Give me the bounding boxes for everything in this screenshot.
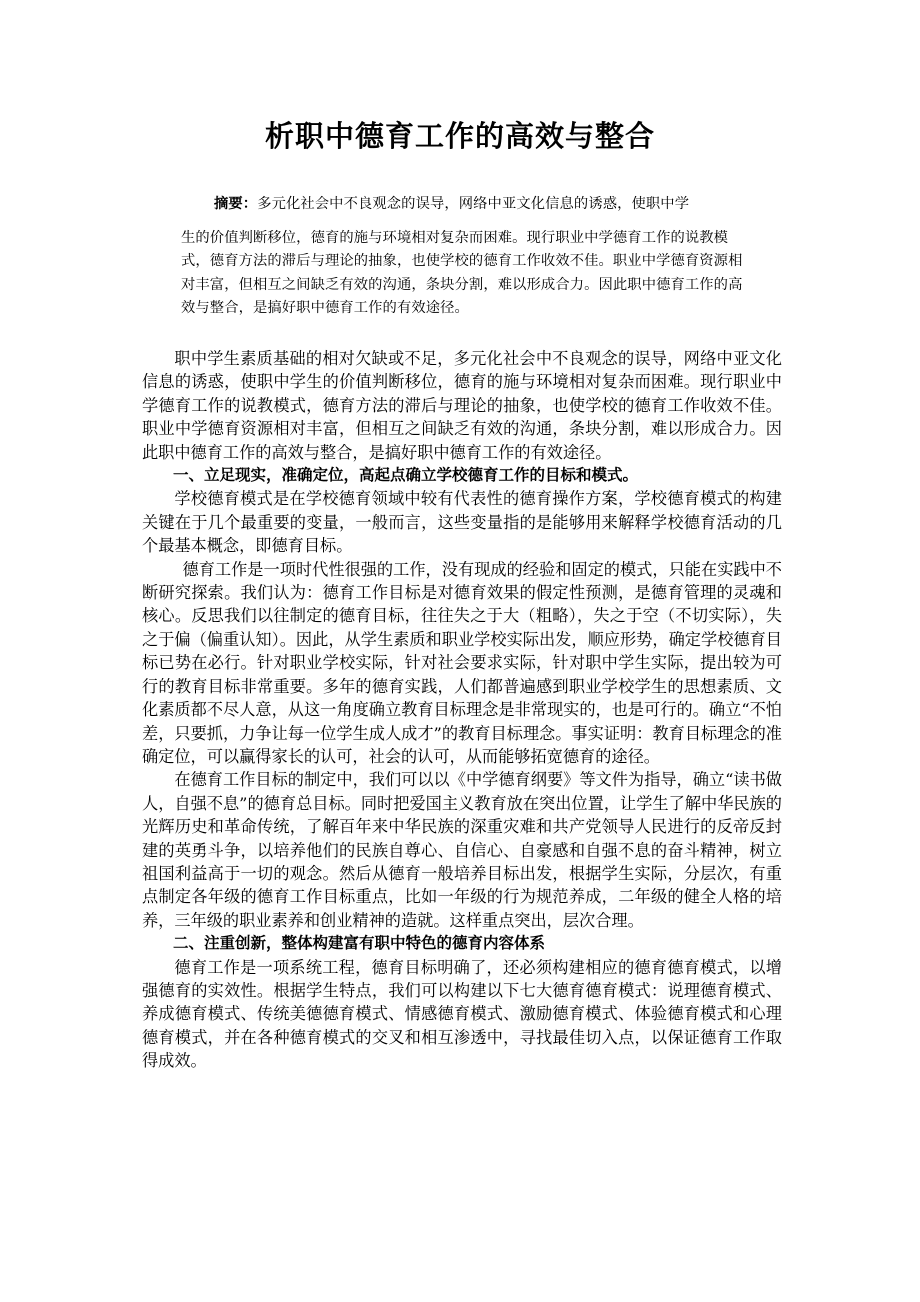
page-title: 析职中德育工作的高效与整合 [264, 119, 655, 153]
paragraph-4: 德育工作是一项系统工程，德育目标明确了，还必须构建相应的德育德育模式，以增强德育的实效性。根据学生特点，我们可以构建以下七大德育德育模式：说理德育模式、养成德育模式、传统美德德育模式、情感德育模式、激励德育模式、体验德育模式和心理德育模式，并在各种德育模式的交叉和相互渗透中，寻找最佳切入点，以保证德育工作取得成效。 [142, 957, 782, 1071]
section-heading-1: 一、立足现实，准确定位，高起点确立学校德育工作的目标和模式。 [173, 466, 639, 485]
abstract-first-text: 多元化社会中不良观念的误导，网络中亚文化信息的诱惑，使职中学 [257, 196, 690, 212]
abstract-first-line [181, 193, 756, 217]
abstract-body: 生的价值判断移位，德育的施与环境相对复杂而困难。现行职业中学德育工作的说教模式，德育方法的滞后与理论的抽象，也使学校的德育工作收效不佳。职业中学德育资源相对丰富，但相互之间缺乏有效的沟通，条块分割，难以形成合力。因此职中德育工作的高效与整合，是搞好职中德育工作的有效途径。 [181, 229, 743, 316]
intro-paragraph: 职中学生素质基础的相对欠缺或不足，多元化社会中不良观念的误导，网络中亚文化信息的诱惑，使职中学生的价值判断移位，德育的施与环境相对复杂而困难。现行职业中学德育工作的说教模式，德育方法的滞后与理论的抽象，也使学校的德育工作收效不佳。职业中学德育资源相对丰富，但相互之间缺乏有效的沟通，条块分割，难以形成合力。因此职中德育工作的高效与整合，是搞好职中德育工作的有效途径。 [142, 349, 782, 462]
paragraph-1: 学校德育模式是在学校德育领域中较有代表性的德育操作方案，学校德育模式的构建关键在于几个最重要的变量，一般而言，这些变量指的是能够用来解释学校德育活动的几个最基本概念，即德育目标。 [142, 489, 782, 556]
section-heading-2: 二、注重创新，整体构建富有职中特色的德育内容体系 [173, 934, 546, 953]
abstract [181, 193, 756, 321]
abstract-label: 摘要： [214, 196, 258, 212]
paragraph-2: 德育工作是一项时代性很强的工作，没有现成的经验和固定的模式，只能在实践中不断研究探索。我们认为：德育工作目标是对德育效果的假定性预测，是德育管理的灵魂和核心。反思我们以往制定的德育目标，往往失之于大（粗略），失之于空（不切实际），失之于偏（偏重认知）。因此，从学生素质和职业学校实际出发，顺应形势，确定学校德育目标已势在必行。针对职业学校实际，针对社会要求实际，针对职中学生实际，提出较为可行的教育目标非常重要。多年的德育实践，人们都普遍感到职业学校学生的思想素质、文化素质都不尽人意，从这一角度确立教育目标理念是非常现实的，也是可行的。确立“不怕差，只要抓，力争让每一位学生成人成才”的教育目标理念。事实证明：教育目标理念的准确定位，可以赢得家长的认可，社会的认可，从而能够拓宽德育的途径。 [142, 559, 782, 766]
paragraph-3: 在德育工作目标的制定中，我们可以以《中学德育纲要》等文件为指导，确立“读书做人，自强不息”的德育总目标。同时把爱国主义教育放在突出位置，让学生了解中华民族的光辉历史和革命传统，了解百年来中华民族的深重灾难和共产党领导人民进行的反帝反封建的英勇斗争，以培养他们的民族自尊心、自信心、自豪感和自强不息的奋斗精神，树立祖国利益高于一切的观念。然后从德育一般培养目标出发，根据学生实际，分层次，有重点制定各年级的德育工作目标重点，比如一年级的行为规范养成，二年级的健全人格的培养，三年级的职业素养和创业精神的造就。这样重点突出，层次合理。 [142, 770, 782, 930]
article-body [142, 347, 782, 1073]
